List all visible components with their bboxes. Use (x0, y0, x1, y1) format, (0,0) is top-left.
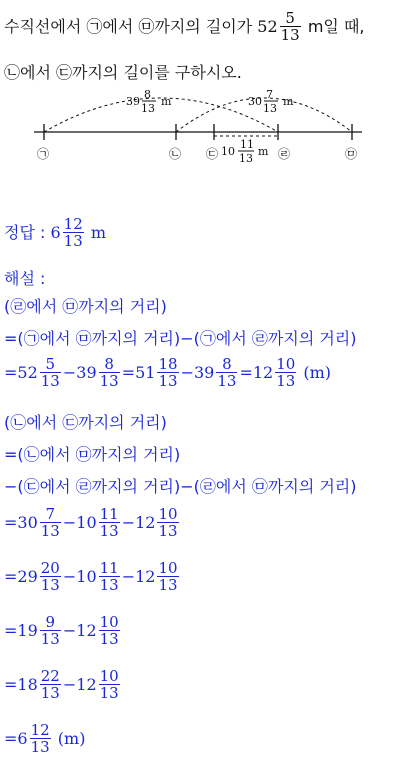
solution-step-7: = 30 $\frac{7}{13}$ − 10 $\frac{11}{13}$ − 12 $\frac{10}{13}$ (4, 505, 178, 540)
number-line-diagram (28, 84, 368, 174)
arc1-unit: m (161, 95, 172, 108)
num: 9 (45, 613, 56, 631)
arc1-den: 13 (141, 102, 155, 115)
whole: 19 (17, 621, 38, 640)
num: 10 (99, 613, 119, 631)
num: 5 (285, 9, 295, 27)
mixed-number (257, 10, 302, 43)
seg-den: 13 (239, 152, 253, 165)
arc2-den: 13 (263, 102, 277, 115)
den: 13 (40, 372, 60, 390)
label-digeut: ㉢ (206, 147, 219, 161)
solution-step-8: = 29 $\frac{20}{13}$ − 10 $\frac{11}{13}$ − 12 $\frac{10}{13}$ (4, 559, 178, 594)
label-nieun: ㉡ (169, 147, 182, 161)
label-giyeok: ㉠ (37, 147, 50, 161)
whole: 29 (17, 567, 38, 586)
whole: 12 (76, 621, 97, 640)
whole: 12 (252, 363, 274, 382)
solution-step-6: −(㉢에서 ㉣까지의 거리)−(㉣에서 ㉤까지의 거리) (4, 477, 357, 496)
den: 13 (40, 684, 60, 702)
arc2-unit: m (283, 95, 294, 108)
den: 13 (158, 372, 178, 390)
num: 5 (45, 355, 56, 373)
den: 13 (99, 576, 119, 594)
answer-line (4, 216, 106, 249)
den: 13 (40, 522, 60, 540)
solution-step-5: =(㉡에서 ㉤까지의 거리) (4, 445, 181, 464)
unit: (m) (303, 363, 332, 382)
label-mieum: ㉤ (345, 147, 358, 161)
den: 13 (99, 522, 119, 540)
solution-step-9: = 19 $\frac{9}{13}$ − 12 $\frac{10}{13}$ (4, 613, 119, 648)
whole: 39 (76, 363, 97, 382)
num: 12 (30, 721, 50, 739)
num: 8 (104, 355, 114, 373)
problem-line-1 (4, 10, 365, 43)
num: 10 (276, 355, 296, 373)
answer-unit: m (90, 223, 107, 242)
whole: 52 (257, 17, 278, 36)
solution-step-2: =(㉠에서 ㉤까지의 거리)−(㉠에서 ㉣까지의 거리) (4, 329, 357, 348)
whole: 12 (135, 513, 156, 532)
solution-heading: 해설 : (4, 269, 46, 288)
answer-value (50, 216, 85, 249)
problem-text-2: ㉡에서 ㉢까지의 길이를 구하시오. (4, 63, 242, 82)
num: 10 (158, 559, 178, 577)
den: 13 (276, 372, 296, 390)
whole: 51 (135, 363, 156, 382)
answer-label: 정답 : (4, 223, 46, 242)
whole: 18 (17, 675, 38, 694)
seg-num: 11 (240, 138, 254, 151)
den: 13 (158, 576, 178, 594)
solution-step-1: (㉣에서 ㉤까지의 거리) (4, 297, 167, 316)
den: 13 (30, 738, 50, 756)
den: 13 (63, 232, 83, 250)
num: 11 (99, 505, 119, 523)
arc2-num: 7 (266, 88, 273, 101)
whole: 6 (17, 729, 28, 748)
whole: 12 (135, 567, 156, 586)
whole: 52 (17, 363, 38, 382)
num: 22 (40, 667, 60, 685)
whole: 10 (76, 567, 97, 586)
whole: 10 (76, 513, 97, 532)
solution-step-11: = 6 $\frac{12}{13}$ (m) (4, 721, 86, 756)
den: 13 (158, 522, 178, 540)
whole: 30 (17, 513, 38, 532)
unit: (m) (57, 729, 86, 748)
problem-line-2 (4, 60, 242, 83)
den: 13 (217, 372, 237, 390)
seg-whole: 10 (221, 145, 235, 158)
num: 7 (45, 505, 56, 523)
num: 11 (99, 559, 119, 577)
arc1-num: 8 (144, 88, 151, 101)
num: 10 (158, 505, 178, 523)
problem-text-1b: m일 때, (307, 17, 365, 36)
num: 18 (158, 355, 178, 373)
problem-text-1: 수직선에서 ㉠에서 ㉤까지의 길이가 (4, 17, 253, 36)
den: 13 (99, 372, 119, 390)
num: 8 (222, 355, 232, 373)
den: 13 (40, 630, 60, 648)
solution-step-3: = 52 $\frac{5}{13}$ − 39 $\frac{8}{13}$ = 51 $\frac{18}{13}$ − 39 $\frac{8}{13}$ = 12 $\frac{10}{13}$ (m) (4, 355, 332, 390)
den: 13 (99, 630, 119, 648)
num: 10 (99, 667, 119, 685)
den: 13 (280, 26, 300, 44)
whole: 39 (193, 363, 215, 382)
solution-step-4: (㉡에서 ㉢까지의 거리) (4, 413, 167, 432)
solution-step-10: = 18 $\frac{22}{13}$ − 12 $\frac{10}{13}$ (4, 667, 119, 702)
whole: 12 (76, 675, 97, 694)
den: 13 (40, 576, 60, 594)
arc1-whole: 39 (126, 95, 140, 108)
arc2-whole: 30 (248, 95, 262, 108)
num: 20 (40, 559, 60, 577)
seg-unit: m (258, 145, 269, 158)
whole: 6 (50, 223, 61, 242)
num: 12 (63, 215, 83, 233)
label-rieul: ㉣ (278, 147, 291, 161)
den: 13 (99, 684, 119, 702)
